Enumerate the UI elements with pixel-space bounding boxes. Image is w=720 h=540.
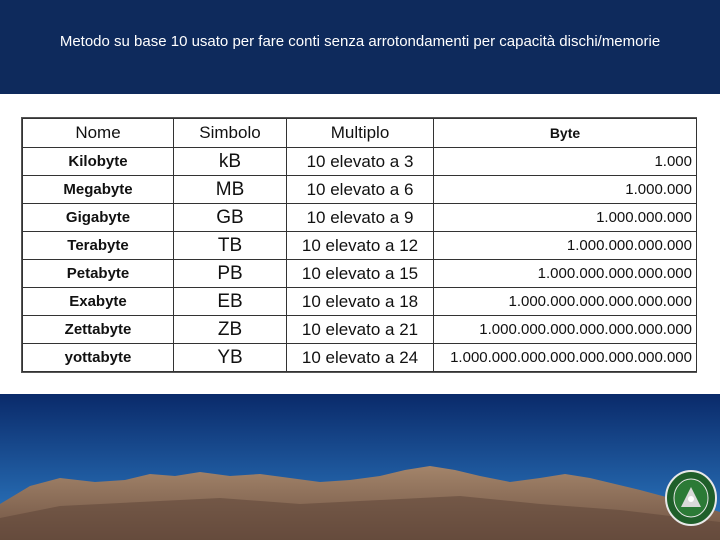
- cell-byte: 1.000.000: [434, 176, 697, 204]
- cell-simbolo: EB: [174, 288, 287, 316]
- table-row: [23, 316, 697, 344]
- table-row: [23, 260, 697, 288]
- cell-multiplo: 10 elevato a 9: [287, 204, 434, 232]
- cell-nome: yottabyte: [23, 344, 174, 372]
- cell-multiplo: 10 elevato a 24: [287, 344, 434, 372]
- cell-byte: 1.000: [434, 148, 697, 176]
- table-row: [23, 176, 697, 204]
- cell-nome: Terabyte: [23, 232, 174, 260]
- table-row: [23, 204, 697, 232]
- club-emblem-icon: [664, 469, 718, 527]
- table-row: [23, 344, 697, 372]
- cell-simbolo: kB: [174, 148, 287, 176]
- cell-nome: Exabyte: [23, 288, 174, 316]
- cell-simbolo: TB: [174, 232, 287, 260]
- cell-nome: Petabyte: [23, 260, 174, 288]
- cell-byte: 1.000.000.000.000.000: [434, 260, 697, 288]
- table-row: [23, 232, 697, 260]
- cell-byte: 1.000.000.000.000.000.000.000.000: [434, 344, 697, 372]
- cell-nome: Gigabyte: [23, 204, 174, 232]
- header-nome: Nome: [23, 119, 174, 148]
- cell-byte: 1.000.000.000.000.000.000.000: [434, 316, 697, 344]
- cell-simbolo: GB: [174, 204, 287, 232]
- table-row: [23, 288, 697, 316]
- cell-nome: Zettabyte: [23, 316, 174, 344]
- cell-byte: 1.000.000.000.000: [434, 232, 697, 260]
- cell-multiplo: 10 elevato a 12: [287, 232, 434, 260]
- header-simbolo: Simbolo: [174, 119, 287, 148]
- cell-multiplo: 10 elevato a 21: [287, 316, 434, 344]
- cell-nome: Kilobyte: [23, 148, 174, 176]
- units-table-frame: [21, 117, 697, 373]
- cell-nome: Megabyte: [23, 176, 174, 204]
- cell-simbolo: PB: [174, 260, 287, 288]
- cell-multiplo: 10 elevato a 3: [287, 148, 434, 176]
- table-row: [23, 148, 697, 176]
- cell-byte: 1.000.000.000: [434, 204, 697, 232]
- table-header-row: [23, 119, 697, 148]
- header-multiplo: Multiplo: [287, 119, 434, 148]
- cell-simbolo: MB: [174, 176, 287, 204]
- cell-simbolo: ZB: [174, 316, 287, 344]
- cell-simbolo: YB: [174, 344, 287, 372]
- header-byte: Byte: [434, 119, 697, 148]
- units-table: [22, 118, 697, 372]
- cell-multiplo: 10 elevato a 18: [287, 288, 434, 316]
- mountain-landscape: [0, 394, 720, 540]
- cell-multiplo: 10 elevato a 6: [287, 176, 434, 204]
- cell-byte: 1.000.000.000.000.000.000: [434, 288, 697, 316]
- cell-multiplo: 10 elevato a 15: [287, 260, 434, 288]
- slide-header: [0, 0, 720, 94]
- slide-title: Metodo su base 10 usato per fare conti senza arrotondamenti per capacità dischi/memorie: [59, 33, 661, 50]
